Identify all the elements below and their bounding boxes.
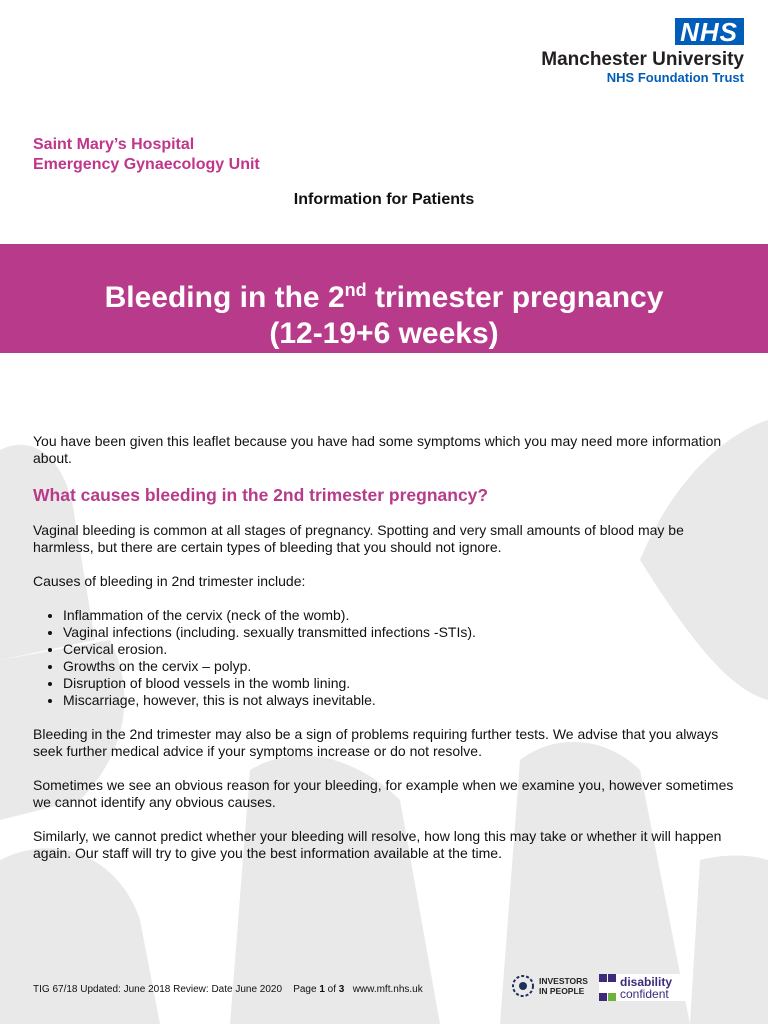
hospital-unit <box>33 135 260 175</box>
paragraph-2: Causes of bleeding in 2nd trimester include: <box>33 573 306 589</box>
trust-subtitle: NHS Foundation Trust <box>606 70 744 85</box>
title-banner <box>0 244 768 353</box>
dc-line-1: disability <box>620 974 673 989</box>
paragraph-5: Similarly, we cannot predict whether your bleeding will resolve, how long this may take or whether it will happen again. Our staff will try to give you the best information available at the time. <box>33 828 722 861</box>
website-link[interactable]: www.mft.nhs.uk <box>352 984 423 995</box>
trust-name: Manchester University <box>541 49 744 70</box>
list-item: • Cervical erosion. <box>63 641 748 658</box>
list-item: • Disruption of blood vessels in the womb lining. <box>63 675 748 692</box>
page-number: 1 <box>319 984 325 995</box>
footer-reference: TIG 67/18 Updated: June 2018 Review: Date June 2020 <box>33 984 283 995</box>
nhs-trust-logo <box>541 18 744 85</box>
title-line-1: Bleeding in the 2nd trimester pregnancy <box>104 280 664 314</box>
dc-line-2: confident <box>620 986 669 1001</box>
list-item: • Growths on the cervix – polyp. <box>63 658 748 675</box>
iip-laurel-icon <box>511 974 535 998</box>
of-label: of <box>327 984 337 995</box>
page-label: Page <box>293 984 317 995</box>
intro-paragraph: You have been given this leaflet because you have had some symptoms which you may need more information about. <box>33 433 722 466</box>
hospital-name: Saint Mary’s Hospital <box>33 136 195 153</box>
iip-line-2: IN PEOPLE <box>539 986 585 996</box>
list-item: • Inflammation of the cervix (neck of the womb). <box>63 607 748 624</box>
info-heading: Information for Patients <box>293 191 475 208</box>
footer <box>33 984 423 995</box>
iip-line-1: INVESTORS <box>539 976 588 986</box>
paragraph-4: Sometimes we see an obvious reason for your bleeding, for example when we examine you, however sometimes we cannot identify any obvious causes. <box>33 777 734 810</box>
nhs-logo: NHS <box>675 18 744 45</box>
list-item: • Miscarriage, however, this is not always inevitable. <box>63 692 748 709</box>
causes-list <box>33 607 748 709</box>
section-heading: What causes bleeding in the 2nd trimester pregnancy? <box>33 485 489 505</box>
page-total: 3 <box>338 984 345 995</box>
title-line-2: (12-19+6 weeks) <box>269 317 499 350</box>
unit-name: Emergency Gynaecology Unit <box>33 156 260 173</box>
paragraph-3: Bleeding in the 2nd trimester may also be a sign of problems requiring further tests. We advise that you always seek further medical advice if your symptoms increase or do not resolve. <box>33 726 719 759</box>
paragraph-1: Vaginal bleeding is common at all stages of pregnancy. Spotting and very small amounts of blood may be harmless, but there are certain types of bleeding that you should not ignore. <box>33 522 684 555</box>
disability-confident-icon <box>599 969 617 1006</box>
main-content <box>33 433 748 879</box>
disability-confident-badge <box>599 974 689 1001</box>
investors-in-people-badge <box>511 974 588 998</box>
list-item: • Vaginal infections (including. sexually transmitted infections -STIs). <box>63 624 748 641</box>
